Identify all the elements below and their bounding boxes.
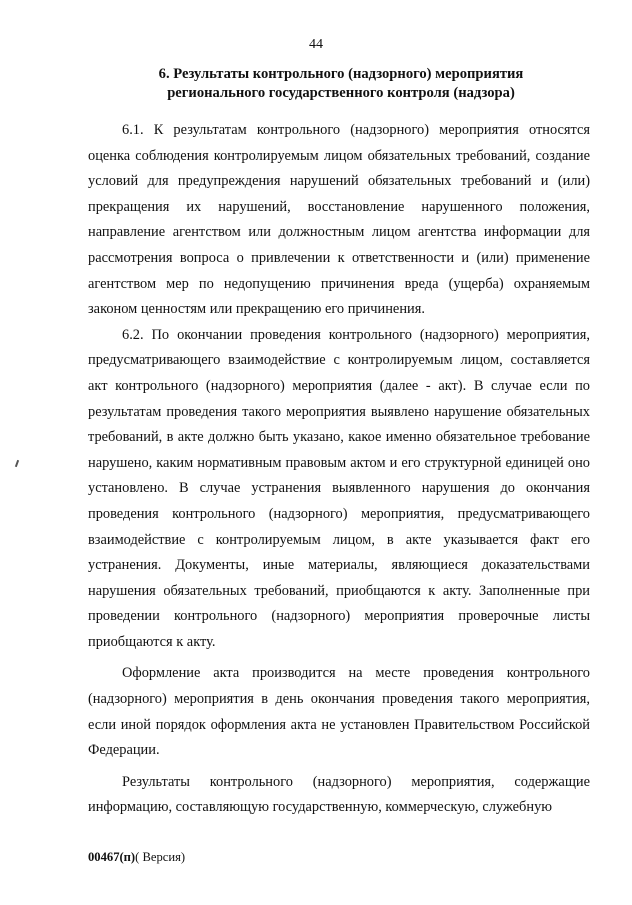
paragraph-act-registration: Оформление акта производится на месте проведения контрольного (надзорного) мероприятия в день окончания проведения такого мероприятия, если иной порядок оформления акта не установлен Правительством Российской Федерации.: [88, 665, 590, 759]
body-text: [88, 118, 590, 821]
page-number: 44: [309, 37, 323, 52]
paragraph-results-info: Результаты контрольного (надзорного) мероприятия, содержащие информацию, составляющую государственную, коммерческую, служебную: [88, 773, 590, 816]
scan-mark: [15, 460, 19, 467]
document-code: 00467(п): [88, 850, 136, 864]
paragraph-6-2: 6.2. По окончании проведения контрольного (надзорного) мероприятия, предусматривающего взаимодействие с контролируемым лицом, составляется акт контрольного (надзорного) мероприятия (далее - акт). В случае если по результатам проведения такого мероприятия выявлено нарушение обязательных требований, в акте должно быть указано, какое именно обязательное требование нарушено, каким нормативным правовым актом и его структурной единицей оно установлено. В случае устранения выявленного нарушения до окончания проведения контрольного (надзорного) мероприятия, предусматривающего взаимодействие с контролируемым лицом, в акте указывается факт его устранения. Документы, иные материалы, являющиеся доказательствами нарушения обязательных требований, приобщаются к акту. Заполненные при проведении контрольного (надзорного) мероприятия проверочные листы приобщаются к акту.: [88, 326, 590, 650]
section-heading-line-2: регионального государственного контроля (надзора): [167, 85, 515, 101]
document-version: ( Версия): [135, 850, 186, 864]
paragraph-6-1: 6.1. К результатам контрольного (надзорного) мероприятия относятся оценка соблюдения контролируемым лицом обязательных требований, создание условий для предупреждения нарушений обязательных требований и (или) прекращения их нарушений, восстановление нарушенного положения, направление агентством или должностным лицом агентства информации для рассмотрения вопроса о привлечении к ответственности и (или) применение агентством мер по недопущению причинения вреда (ущерба) охраняемым законом ценностям или прекращению его причинения.: [88, 122, 590, 318]
section-heading: [96, 65, 586, 103]
section-heading-line-1: 6. Результаты контрольного (надзорного) мероприятия: [158, 66, 524, 82]
document-footer: [88, 849, 185, 865]
